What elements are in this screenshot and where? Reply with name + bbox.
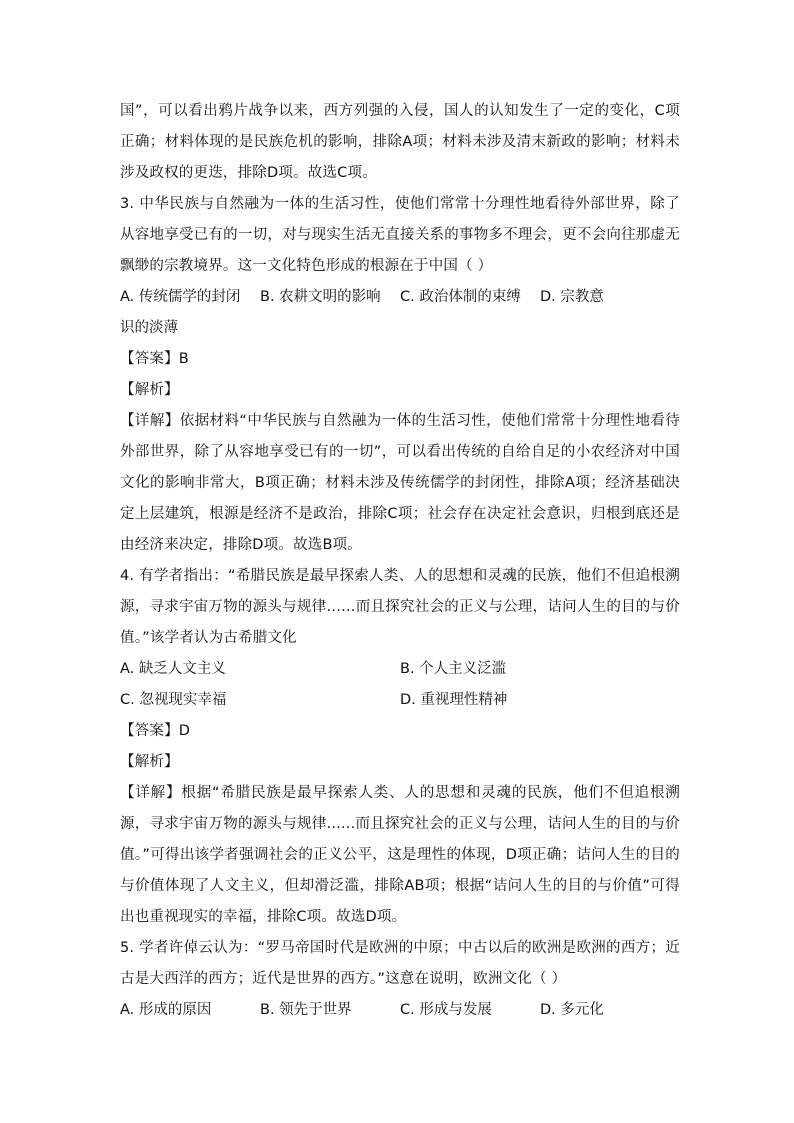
question-4-option-b: B. 个人主义泛滥 — [400, 661, 507, 677]
question-5-option-c: C. 形成与发展 — [400, 1002, 492, 1018]
question-4-options-row-1 — [120, 654, 680, 685]
question-4-options-row-2 — [120, 685, 680, 716]
question-5-stem: 5. 学者许倬云认为：“罗马帝国时代是欧洲的中原；中古以后的欧洲是欧洲的西方；近古是大西洋的西方；近代是世界的西方。”这意在说明，欧洲文化（ ） — [120, 940, 680, 987]
question-3-analysis-label: 【解析】 — [120, 382, 179, 398]
question-5-option-d: D. 多元化 — [540, 1002, 604, 1018]
question-3-option-c: C. 政治体制的束缚 — [400, 289, 521, 305]
question-3-option-d: D. 宗教意 — [540, 289, 604, 305]
question-3-option-a: A. 传统儒学的封闭 — [120, 289, 241, 305]
question-4-answer: 【答案】D — [120, 723, 191, 739]
question-3-answer: 【答案】B — [120, 351, 189, 367]
question-4-detail: 【详解】根据“希腊民族是最早探索人类、人的思想和灵魂的民族，他们不但追根溯源，寻求宇宙万物的源头与规律......而且探究社会的正义与公理，诘问人生的目的与价值。”可得出该学者强调社会的正义公平，这是理性的体现，D项正确；诘问人生的目的与价值体现了人文主义，但却滑泛滥，排除AB项；根据“诘问人生的目的与价值”可得出也重视现实的幸福，排除C项。故选D项。 — [120, 785, 680, 925]
question-4-analysis-label: 【解析】 — [120, 754, 179, 770]
question-5-option-a: A. 形成的原因 — [120, 1002, 212, 1018]
question-5-option-b: B. 领先于世界 — [260, 1002, 352, 1018]
question-4-option-c: C. 忽视现实幸福 — [120, 692, 227, 708]
question-4-stem: 4. 有学者指出：“希腊民族是最早探索人类、人的思想和灵魂的民族，他们不但追根溯源，寻求宇宙万物的源头与规律……而且探究社会的正义与公理，诘问人生的目的与价值。”该学者认为古希腊文化 — [120, 568, 680, 646]
question-4-option-a: A. 缺乏人文主义 — [120, 661, 226, 677]
question-3-stem: 3. 中华民族与自然融为一体的生活习性，使他们常常十分理性地看待外部世界，除了从容地享受已有的一切，对与现实生活无直接关系的事物多不理会，更不会向往那虚无飘缈的宗教境界。这一文化特色形成的根源在于中国（ ） — [120, 196, 680, 274]
intro-analysis-text: 国”，可以看出鸦片战争以来，西方列强的入侵，国人的认知发生了一定的变化，C项正确；材料体现的是民族危机的影响，排除A项；材料未涉及清末新政的影响；材料未涉及政权的更迭，排除D项。故选C项。 — [120, 103, 680, 181]
question-3-detail: 【详解】依据材料“中华民族与自然融为一体的生活习性，使他们常常十分理性地看待外部世界，除了从容地享受已有的一切”，可以看出传统的自给自足的小农经济对中国文化的影响非常大，B项正确；材料未涉及传统儒学的封闭性，排除A项；经济基础决定上层建筑，根源是经济不是政治，排除C项；社会存在决定社会意识，归根到底还是由经济来决定，排除D项。故选B项。 — [120, 413, 680, 553]
question-3-option-d-continued: 识的淡薄 — [120, 320, 178, 336]
question-4-option-d: D. 重视理性精神 — [400, 692, 508, 708]
question-5-options — [120, 995, 680, 1026]
question-3-option-b: B. 农耕文明的影响 — [260, 289, 381, 305]
document-body — [120, 96, 680, 1026]
question-3-options — [120, 282, 680, 313]
